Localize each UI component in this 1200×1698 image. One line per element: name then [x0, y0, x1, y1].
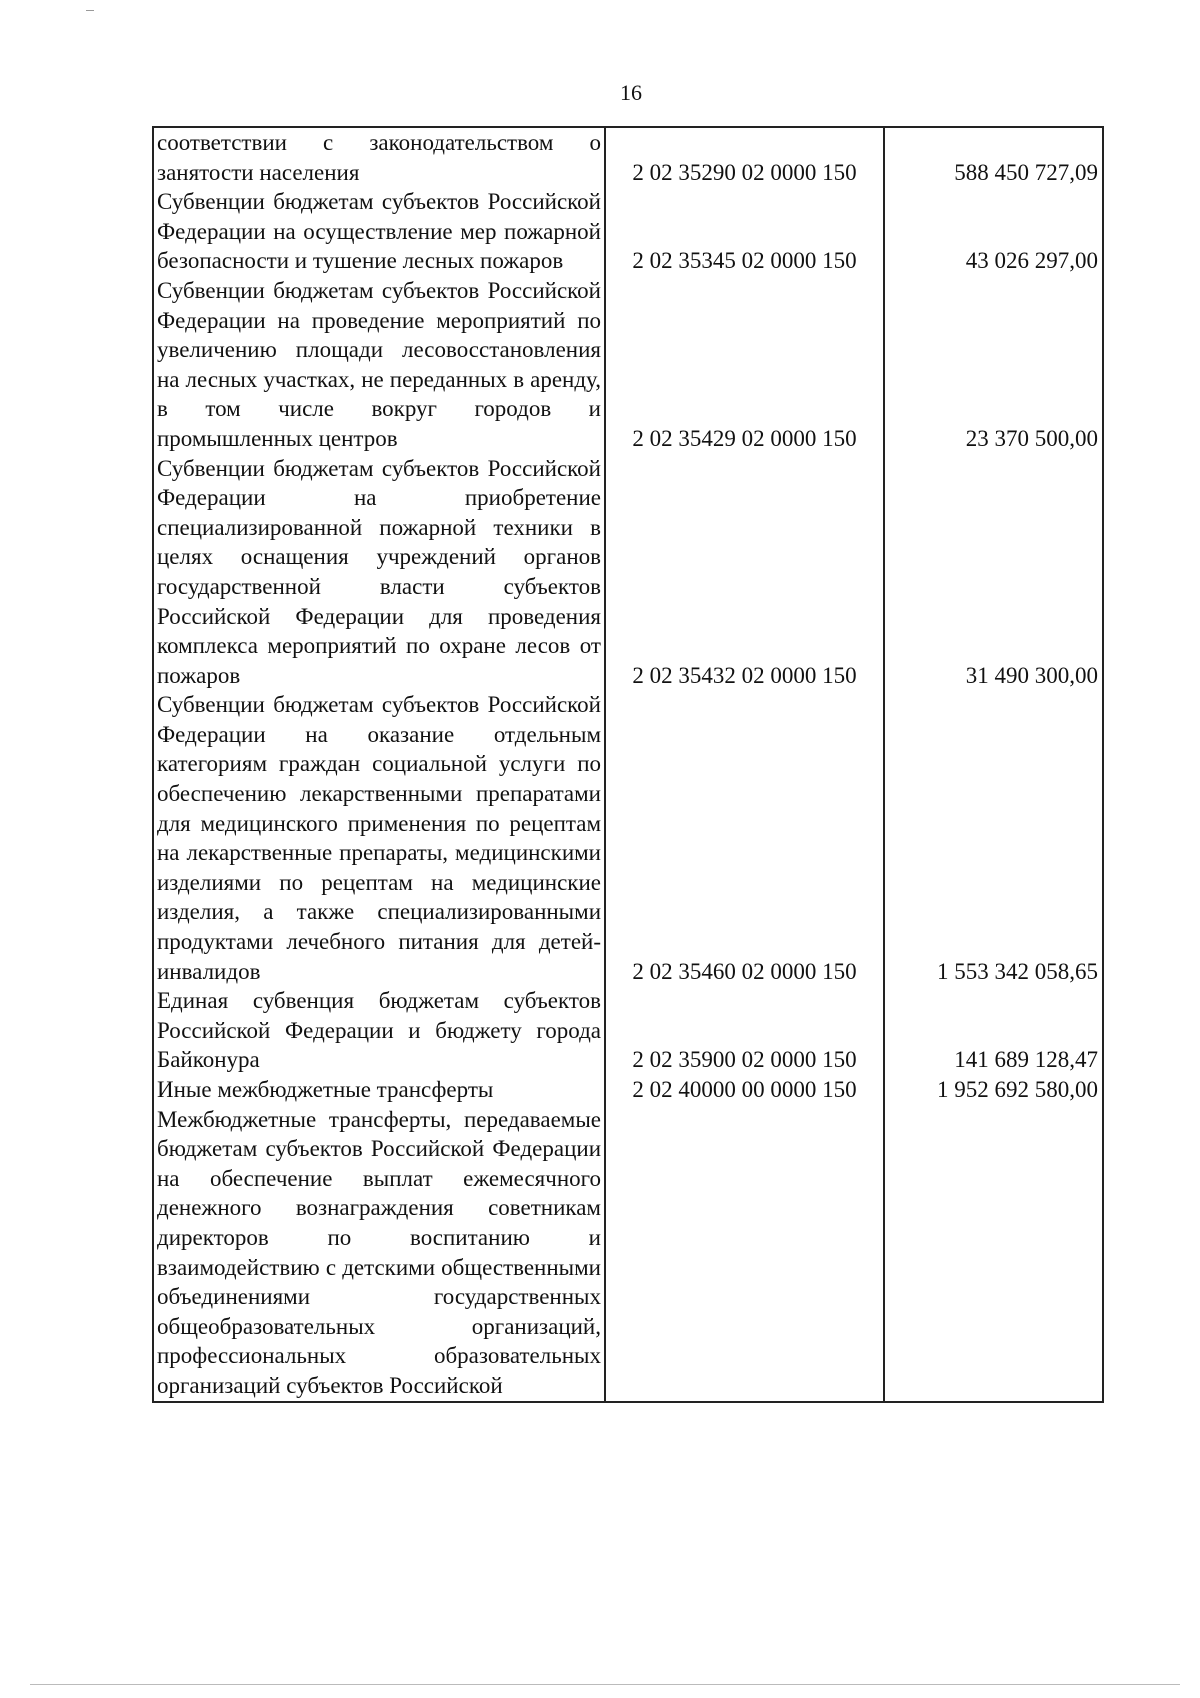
row-sum: 1 952 692 580,00 — [884, 1075, 1103, 1105]
table-row — [153, 187, 1103, 276]
row-name: Субвенции бюджетам субъектов Российской Федерации на приобретение специализированной пожарной техники в целях оснащения учреждений органов государственной власти субъектов Российской Федерации для проведения комплекса мероприятий по охране лесов от пожаров — [153, 454, 605, 691]
row-code: 2 02 35900 02 0000 150 — [605, 986, 884, 1075]
row-name: соответствии с законодательством о занятости населения — [153, 127, 605, 187]
page-number: 16 — [620, 80, 642, 105]
table-row — [153, 454, 1103, 691]
row-name: Субвенции бюджетам субъектов Российской Федерации на осуществление мер пожарной безопасности и тушение лесных пожаров — [153, 187, 605, 276]
table-row — [153, 1075, 1103, 1105]
budget-table — [152, 126, 1104, 1403]
row-code: 2 02 35345 02 0000 150 — [605, 187, 884, 276]
table-row — [153, 127, 1103, 187]
table-row — [153, 1105, 1103, 1402]
row-code — [605, 1105, 884, 1402]
row-sum: 588 450 727,09 — [884, 127, 1103, 187]
table-row — [153, 690, 1103, 986]
row-name: Единая субвенция бюджетам субъектов Российской Федерации и бюджету города Байконура — [153, 986, 605, 1075]
row-sum: 1 553 342 058,65 — [884, 690, 1103, 986]
row-sum: 141 689 128,47 — [884, 986, 1103, 1075]
row-sum — [884, 1105, 1103, 1402]
row-sum: 23 370 500,00 — [884, 276, 1103, 454]
row-name: Межбюджетные трансферты, передаваемые бюджетам субъектов Российской Федерации на обеспечение выплат ежемесячного денежного вознаграждения советникам директоров по воспитанию и взаимодействию с детскими общественными объединениями государственных общеобразовательных организаций, профессиональных образовательных организаций субъектов Российской — [153, 1105, 605, 1402]
row-code: 2 02 35429 02 0000 150 — [605, 276, 884, 454]
row-code: 2 02 35290 02 0000 150 — [605, 127, 884, 187]
scan-artifact — [86, 10, 94, 11]
row-sum: 31 490 300,00 — [884, 454, 1103, 691]
row-name: Субвенции бюджетам субъектов Российской Федерации на оказание отдельным категориям граждан социальной услуги по обеспечению лекарственными препаратами для медицинского применения по рецептам на лекарственные препараты, медицинскими изделиями по рецептам на медицинские изделия, а также специализированными продуктами лечебного питания для детей-инвалидов — [153, 690, 605, 986]
table-row — [153, 276, 1103, 454]
row-sum: 43 026 297,00 — [884, 187, 1103, 276]
table-row — [153, 986, 1103, 1075]
row-code: 2 02 40000 00 0000 150 — [605, 1075, 884, 1105]
row-name: Иные межбюджетные трансферты — [153, 1075, 605, 1105]
row-code: 2 02 35460 02 0000 150 — [605, 690, 884, 986]
row-name: Субвенции бюджетам субъектов Российской Федерации на проведение мероприятий по увеличению площади лесовосстановления на лесных участках, не переданных в аренду, в том числе вокруг городов и промышленных центров — [153, 276, 605, 454]
scan-artifact — [30, 1684, 1180, 1685]
row-code: 2 02 35432 02 0000 150 — [605, 454, 884, 691]
